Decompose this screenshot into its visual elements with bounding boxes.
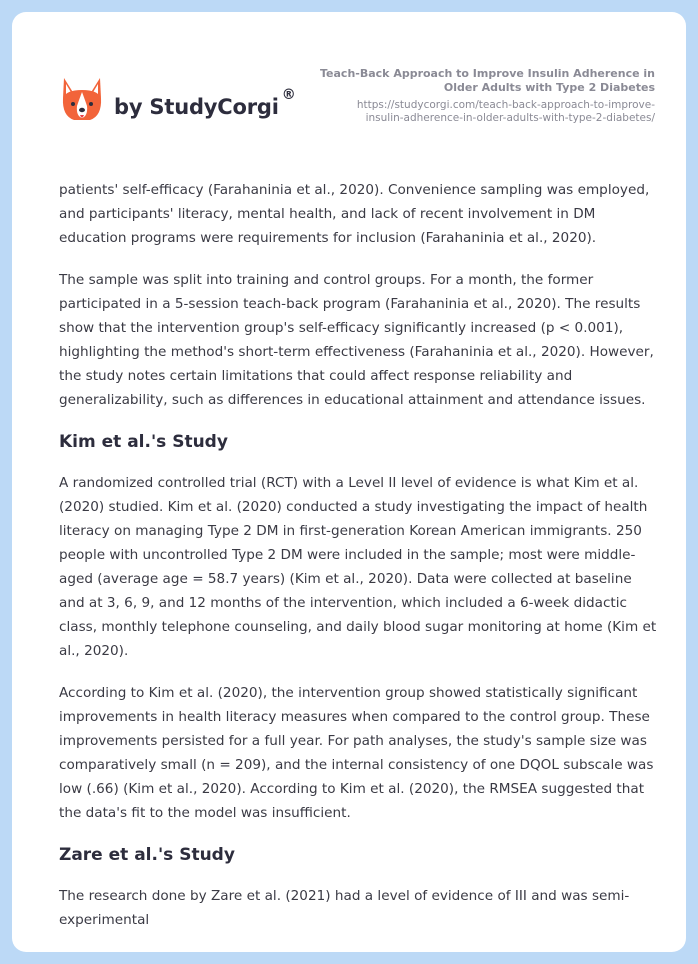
document-page [12, 12, 686, 952]
document-title-line-1: Teach-Back Approach to Improve Insulin Adherence in [320, 67, 655, 80]
section-heading-zare: Zare et al.'s Study [59, 845, 235, 865]
paragraph-1: patients' self-efficacy (Farahaninia et al., 2020). Convenience sampling was employed, and participants' literacy, mental health, and lack of recent involvement in DM education programs were requirements for inclusion (Farahaninia et al., 2020). [59, 182, 650, 246]
page-header [12, 12, 686, 162]
document-url[interactable] [305, 99, 655, 125]
brand-label: by StudyCorgi [114, 95, 279, 119]
registered-mark: ® [281, 87, 296, 103]
document-title [305, 67, 655, 95]
document-body [59, 178, 659, 950]
corgi-logo-icon [60, 76, 104, 124]
document-title-line-2: Older Adults with Type 2 Diabetes [443, 81, 655, 94]
paragraph-3: A randomized controlled trial (RCT) with a Level II level of evidence is what Kim et al. (2020) studied. Kim et al. (2020) conducted a study investigating the impact of health literacy on managing Type 2 DM in first-generation Korean American immigrants. 250 people with uncontrolled Type 2 DM were included in the sample; most were middle-aged (average age = 58.7 years) (Kim et al., 2020). Data were collected at baseline and at 3, 6, 9, and 12 months of the intervention, which included a 6-week didactic class, monthly telephone counseling, and daily blood sugar monitoring at home (Kim et al., 2020). [59, 475, 657, 659]
paragraph-5: The research done by Zare et al. (2021) had a level of evidence of III and was semi-experimental [59, 888, 630, 928]
paragraph-4: According to Kim et al. (2020), the intervention group showed statistically significant improvements in health literacy measures when compared to the control group. These improvements persisted for a full year. For path analyses, the study's sample size was comparatively small (n = 209), and the internal consistency of one DQOL subscale was low (.66) (Kim et al., 2020). According to Kim et al. (2020), the RMSEA suggested that the data's fit to the model was insufficient. [59, 685, 654, 821]
paragraph-2: The sample was split into training and control groups. For a month, the former participated in a 5-session teach-back program (Farahaninia et al., 2020). The results show that the intervention group's self-efficacy significantly increased (p < 0.001), highlighting the method's short-term effectiveness (Farahaninia et al., 2020). However, the study notes certain limitations that could affect response reliability and generalizability, such as differences in educational attainment and attendance issues. [59, 272, 654, 408]
document-url-line-2: insulin-adherence-in-older-adults-with-type-2-diabetes/ [365, 112, 655, 124]
section-heading-kim: Kim et al.'s Study [59, 432, 228, 452]
document-url-line-1: https://studycorgi.com/teach-back-approach-to-improve- [356, 99, 655, 111]
document-meta [305, 67, 655, 125]
brand-name[interactable] [114, 87, 296, 119]
